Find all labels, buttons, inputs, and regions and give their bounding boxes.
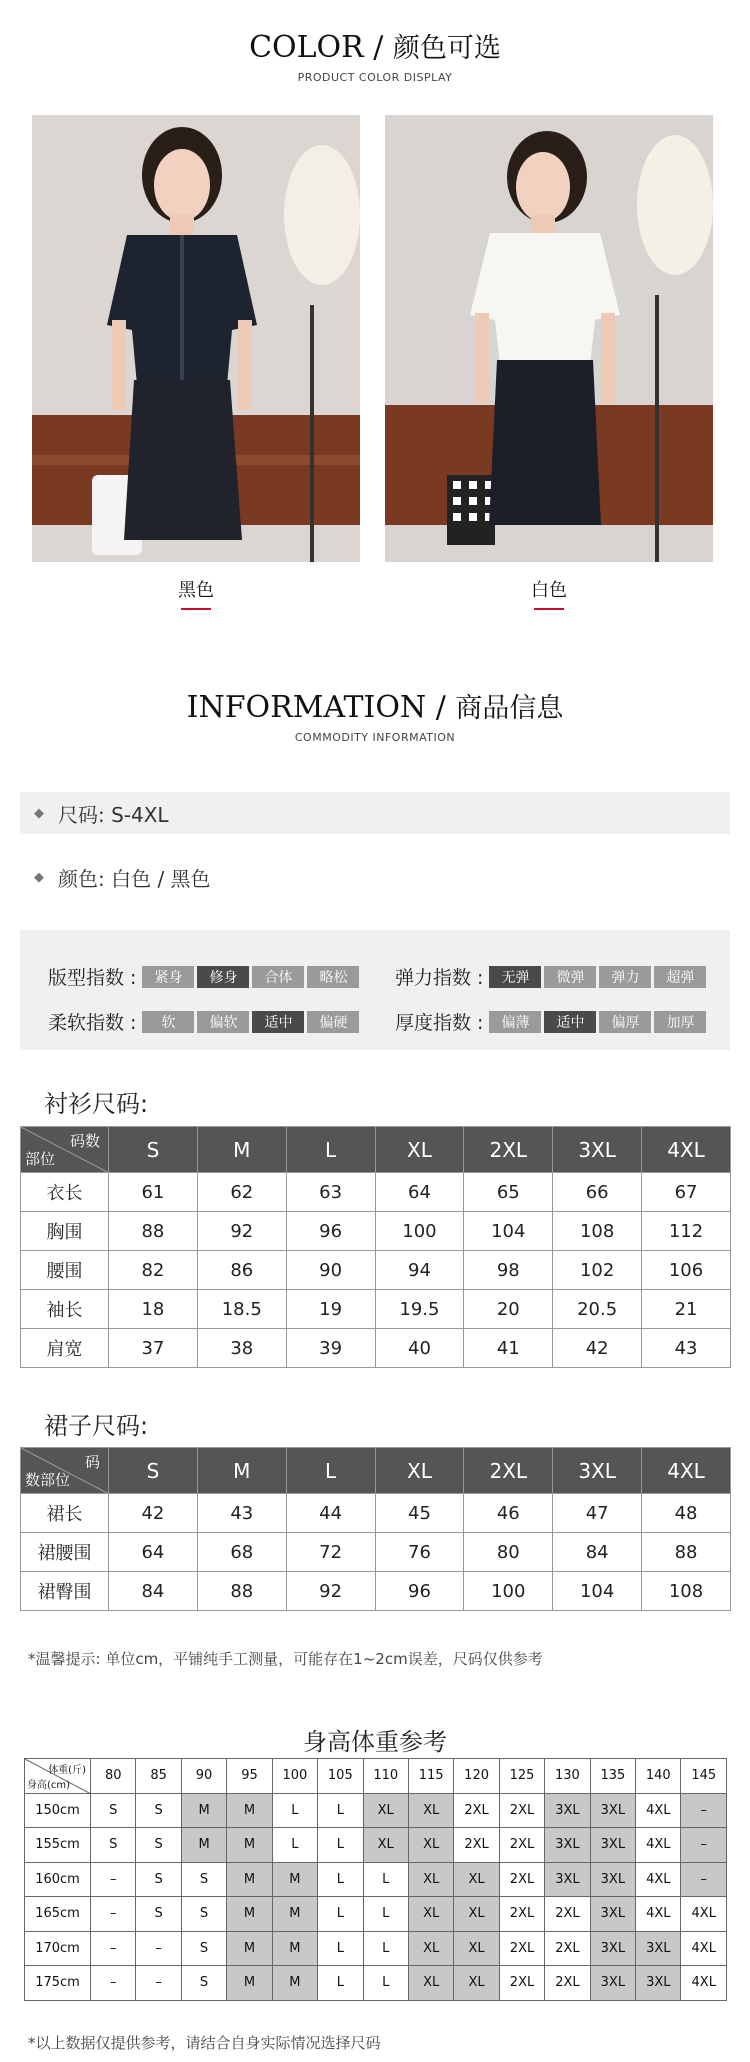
- weight-header: 90: [181, 1759, 226, 1794]
- index-chip: 合体: [252, 966, 304, 988]
- size-value: 104: [553, 1572, 642, 1611]
- size-suggestion: 2XL: [545, 1966, 590, 2001]
- index-label: 柔软指数 :: [48, 1012, 137, 1034]
- part-label: 腰围: [21, 1251, 109, 1290]
- size-value: 106: [642, 1251, 731, 1290]
- color-label-black: [32, 576, 360, 610]
- weight-header: 105: [318, 1759, 363, 1794]
- product-index-panel: [20, 930, 730, 1050]
- size-header: M: [197, 1127, 286, 1173]
- size-suggestion: L: [318, 1862, 363, 1897]
- size-header: M: [197, 1448, 286, 1494]
- index-chip: 偏软: [197, 1011, 249, 1033]
- size-suggestion: L: [318, 1966, 363, 2001]
- size-suggestion: S: [136, 1828, 181, 1863]
- title-separator: /: [363, 30, 393, 65]
- fit-index: [48, 963, 362, 990]
- info-color-row: [20, 856, 730, 898]
- index-chip: 偏厚: [599, 1011, 651, 1033]
- table-row: [21, 1173, 731, 1212]
- size-value: 20: [464, 1290, 553, 1329]
- table-corner-cell: [21, 1127, 109, 1173]
- table-row: [25, 1897, 727, 1932]
- thick-index: [395, 1008, 709, 1035]
- corner-label-size: 码数: [69, 1132, 100, 1150]
- size-value: 108: [553, 1212, 642, 1251]
- hw-table-title: 身高体重参考: [303, 1728, 447, 1756]
- size-value: 39: [286, 1329, 375, 1368]
- size-value: 68: [197, 1533, 286, 1572]
- size-suggestion: 3XL: [590, 1897, 635, 1932]
- index-chip: 弹力: [599, 966, 651, 988]
- size-header: 4XL: [642, 1127, 731, 1173]
- size-suggestion: M: [227, 1931, 272, 1966]
- weight-header: 85: [136, 1759, 181, 1794]
- table-row: [21, 1494, 731, 1533]
- size-value: 63: [286, 1173, 375, 1212]
- table-row: [25, 1966, 727, 2001]
- shirt-size-table: [20, 1126, 731, 1368]
- corner-label-part: 部位: [25, 1150, 56, 1168]
- size-value: 67: [642, 1173, 731, 1212]
- table-row: [21, 1212, 731, 1251]
- size-suggestion: 3XL: [590, 1862, 635, 1897]
- weight-header: 145: [681, 1759, 727, 1794]
- table-row: [21, 1533, 731, 1572]
- part-label: 裙臀围: [21, 1572, 109, 1611]
- height-label: 155cm: [25, 1828, 91, 1863]
- index-chip: 略松: [307, 966, 359, 988]
- index-chip: 偏硬: [307, 1011, 359, 1033]
- size-suggestion: 3XL: [590, 1793, 635, 1828]
- size-value: 98: [464, 1251, 553, 1290]
- info-section-title: [0, 686, 750, 744]
- table-row: [25, 1828, 727, 1863]
- size-value: 102: [553, 1251, 642, 1290]
- size-header: XL: [375, 1448, 464, 1494]
- size-value: 92: [286, 1572, 375, 1611]
- size-value: 108: [642, 1572, 731, 1611]
- corner-label-height: 身高(cm): [27, 1779, 71, 1791]
- index-chip: 加厚: [654, 1011, 706, 1033]
- size-header: 4XL: [642, 1448, 731, 1494]
- size-value: 92: [197, 1212, 286, 1251]
- part-label: 肩宽: [21, 1329, 109, 1368]
- shirt-table-body: [21, 1173, 731, 1368]
- size-suggestion: XL: [454, 1931, 499, 1966]
- measurement-note: *温馨提示: 单位cm，平铺纯手工测量，可能存在1~2cm误差，尺码仅供参考: [28, 1650, 543, 1668]
- size-header: S: [109, 1127, 198, 1173]
- skirt-table-body: [21, 1494, 731, 1611]
- index-label: 弹力指数 :: [395, 967, 484, 989]
- size-value: 84: [553, 1533, 642, 1572]
- size-suggestion: 4XL: [681, 1966, 727, 2001]
- height-label: 165cm: [25, 1897, 91, 1932]
- size-suggestion: M: [227, 1897, 272, 1932]
- size-value: 48: [642, 1494, 731, 1533]
- size-value: 62: [197, 1173, 286, 1212]
- index-label: 版型指数 :: [48, 967, 137, 989]
- table-header-row: [21, 1127, 731, 1173]
- size-suggestion: M: [227, 1862, 272, 1897]
- table-header-row: [21, 1448, 731, 1494]
- part-label: 袖长: [21, 1290, 109, 1329]
- size-suggestion: 4XL: [636, 1828, 681, 1863]
- size-value: 104: [464, 1212, 553, 1251]
- soft-index: [48, 1008, 362, 1035]
- size-suggestion: S: [181, 1931, 226, 1966]
- size-value: 66: [553, 1173, 642, 1212]
- size-suggestion: L: [272, 1793, 317, 1828]
- size-suggestion: 2XL: [545, 1897, 590, 1932]
- size-suggestion: L: [318, 1931, 363, 1966]
- size-suggestion: S: [91, 1828, 136, 1863]
- size-value: 64: [109, 1533, 198, 1572]
- table-corner-cell: [21, 1448, 109, 1494]
- size-suggestion: 3XL: [590, 1966, 635, 2001]
- size-value: 46: [464, 1494, 553, 1533]
- color-label-white: [385, 576, 713, 610]
- size-suggestion: M: [227, 1828, 272, 1863]
- size-value: 19.5: [375, 1290, 464, 1329]
- size-suggestion: 2XL: [499, 1862, 544, 1897]
- size-suggestion: S: [181, 1966, 226, 2001]
- hw-header-row: [25, 1759, 727, 1794]
- size-suggestion: 2XL: [499, 1931, 544, 1966]
- size-value: 64: [375, 1173, 464, 1212]
- part-label: 衣长: [21, 1173, 109, 1212]
- size-value: 37: [109, 1329, 198, 1368]
- size-suggestion: S: [91, 1793, 136, 1828]
- corner-label-size: 码: [84, 1453, 100, 1471]
- table-row: [25, 1931, 727, 1966]
- size-value: 44: [286, 1494, 375, 1533]
- size-value: 65: [464, 1173, 553, 1212]
- size-value: 80: [464, 1533, 553, 1572]
- size-suggestion: 3XL: [590, 1828, 635, 1863]
- size-suggestion: –: [91, 1897, 136, 1932]
- color-section-title: [0, 26, 750, 84]
- skirt-table-title: 裙子尺码:: [44, 1412, 149, 1440]
- shirt-table-title: 衬衫尺码:: [44, 1090, 149, 1118]
- index-label: 厚度指数 :: [395, 1012, 484, 1034]
- size-suggestion: XL: [454, 1897, 499, 1932]
- weight-header: 125: [499, 1759, 544, 1794]
- size-suggestion: 3XL: [636, 1966, 681, 2001]
- size-value: 47: [553, 1494, 642, 1533]
- part-label: 胸围: [21, 1212, 109, 1251]
- part-label: 裙长: [21, 1494, 109, 1533]
- weight-header: 95: [227, 1759, 272, 1794]
- size-suggestion: XL: [408, 1966, 453, 2001]
- title-separator: /: [426, 690, 456, 725]
- size-value: 112: [642, 1212, 731, 1251]
- weight-header: 100: [272, 1759, 317, 1794]
- info-title-cn: 商品信息: [455, 693, 564, 724]
- color-subtitle: PRODUCT COLOR DISPLAY: [297, 71, 453, 84]
- part-label: 裙腰围: [21, 1533, 109, 1572]
- size-suggestion: S: [136, 1862, 181, 1897]
- size-value: 86: [197, 1251, 286, 1290]
- info-size-row: [20, 792, 730, 834]
- reference-note: *以上数据仅提供参考，请结合自身实际情况选择尺码: [28, 2034, 381, 2052]
- size-suggestion: M: [272, 1966, 317, 2001]
- weight-header: 135: [590, 1759, 635, 1794]
- size-range: 尺码: S-4XL: [58, 802, 169, 827]
- size-suggestion: 4XL: [636, 1793, 681, 1828]
- index-chip: 偏薄: [489, 1011, 541, 1033]
- weight-header: 130: [545, 1759, 590, 1794]
- weight-header: 110: [363, 1759, 408, 1794]
- height-label: 160cm: [25, 1862, 91, 1897]
- height-label: 170cm: [25, 1931, 91, 1966]
- size-suggestion: XL: [408, 1793, 453, 1828]
- size-suggestion: XL: [363, 1793, 408, 1828]
- size-suggestion: L: [318, 1897, 363, 1932]
- size-suggestion: XL: [408, 1828, 453, 1863]
- size-suggestion: L: [363, 1862, 408, 1897]
- height-label: 175cm: [25, 1966, 91, 2001]
- size-suggestion: 4XL: [681, 1897, 727, 1932]
- size-suggestion: XL: [454, 1966, 499, 2001]
- size-suggestion: 3XL: [545, 1862, 590, 1897]
- index-chip-selected: 适中: [544, 1011, 596, 1033]
- size-suggestion: S: [181, 1862, 226, 1897]
- size-value: 43: [642, 1329, 731, 1368]
- size-suggestion: S: [181, 1897, 226, 1932]
- table-row: [21, 1572, 731, 1611]
- size-value: 96: [375, 1572, 464, 1611]
- size-suggestion: 2XL: [454, 1828, 499, 1863]
- size-suggestion: L: [363, 1931, 408, 1966]
- height-label: 150cm: [25, 1793, 91, 1828]
- index-chip-selected: 适中: [252, 1011, 304, 1033]
- size-value: 38: [197, 1329, 286, 1368]
- size-suggestion: M: [272, 1931, 317, 1966]
- size-suggestion: 3XL: [545, 1828, 590, 1863]
- info-subtitle: COMMODITY INFORMATION: [294, 731, 456, 744]
- size-suggestion: 2XL: [545, 1931, 590, 1966]
- size-header: S: [109, 1448, 198, 1494]
- size-value: 90: [286, 1251, 375, 1290]
- size-header: 3XL: [553, 1448, 642, 1494]
- height-weight-table: [24, 1758, 727, 2001]
- index-chip: 超弹: [654, 966, 706, 988]
- size-suggestion: –: [136, 1931, 181, 1966]
- size-header: 2XL: [464, 1448, 553, 1494]
- size-suggestion: XL: [408, 1862, 453, 1897]
- label-underline: [534, 608, 564, 610]
- size-suggestion: XL: [408, 1931, 453, 1966]
- table-row: [25, 1862, 727, 1897]
- size-suggestion: L: [318, 1828, 363, 1863]
- size-suggestion: 2XL: [499, 1966, 544, 2001]
- size-header: 2XL: [464, 1127, 553, 1173]
- weight-header: 140: [636, 1759, 681, 1794]
- size-suggestion: M: [272, 1862, 317, 1897]
- size-suggestion: XL: [454, 1862, 499, 1897]
- size-suggestion: 3XL: [545, 1793, 590, 1828]
- color-name: 白色: [531, 580, 567, 601]
- size-suggestion: 2XL: [499, 1793, 544, 1828]
- size-value: 88: [197, 1572, 286, 1611]
- size-value: 42: [553, 1329, 642, 1368]
- size-suggestion: –: [91, 1862, 136, 1897]
- color-options: 颜色: 白色 / 黑色: [58, 866, 211, 891]
- size-suggestion: M: [272, 1897, 317, 1932]
- hw-corner-cell: [25, 1759, 91, 1794]
- table-row: [21, 1329, 731, 1368]
- size-value: 42: [109, 1494, 198, 1533]
- size-suggestion: 4XL: [636, 1897, 681, 1932]
- index-chip: 紧身: [142, 966, 194, 988]
- size-value: 100: [464, 1572, 553, 1611]
- weight-header: 80: [91, 1759, 136, 1794]
- index-chip: 软: [142, 1011, 194, 1033]
- table-row: [25, 1793, 727, 1828]
- size-value: 19: [286, 1290, 375, 1329]
- info-title-en: INFORMATION: [186, 690, 427, 725]
- size-value: 43: [197, 1494, 286, 1533]
- weight-header: 115: [408, 1759, 453, 1794]
- size-suggestion: XL: [363, 1828, 408, 1863]
- size-value: 18: [109, 1290, 198, 1329]
- size-value: 94: [375, 1251, 464, 1290]
- size-header: XL: [375, 1127, 464, 1173]
- index-chip-selected: 修身: [197, 966, 249, 988]
- corner-label-weight: 体重(斤): [48, 1765, 86, 1776]
- size-suggestion: –: [681, 1793, 727, 1828]
- color-title-en: COLOR: [249, 30, 364, 65]
- size-suggestion: –: [681, 1862, 727, 1897]
- size-suggestion: L: [272, 1828, 317, 1863]
- size-suggestion: –: [91, 1931, 136, 1966]
- product-photo-black: [32, 115, 360, 562]
- size-suggestion: –: [681, 1828, 727, 1863]
- size-suggestion: L: [318, 1793, 363, 1828]
- table-row: [21, 1290, 731, 1329]
- size-value: 40: [375, 1329, 464, 1368]
- size-value: 45: [375, 1494, 464, 1533]
- size-suggestion: 3XL: [590, 1931, 635, 1966]
- corner-label-part: 数部位: [25, 1471, 71, 1489]
- skirt-size-table: [20, 1447, 731, 1611]
- size-value: 41: [464, 1329, 553, 1368]
- size-suggestion: –: [91, 1966, 136, 2001]
- index-chip-selected: 无弹: [489, 966, 541, 988]
- size-suggestion: 2XL: [499, 1828, 544, 1863]
- size-value: 88: [109, 1212, 198, 1251]
- table-row: [21, 1251, 731, 1290]
- size-suggestion: XL: [408, 1897, 453, 1932]
- size-value: 21: [642, 1290, 731, 1329]
- product-photo-white: [385, 115, 713, 562]
- size-header: L: [286, 1448, 375, 1494]
- size-value: 61: [109, 1173, 198, 1212]
- size-suggestion: 4XL: [681, 1931, 727, 1966]
- size-value: 72: [286, 1533, 375, 1572]
- diamond-icon: ◆: [34, 805, 44, 821]
- size-suggestion: M: [227, 1966, 272, 2001]
- size-suggestion: M: [227, 1793, 272, 1828]
- size-suggestion: 3XL: [636, 1931, 681, 1966]
- size-suggestion: –: [136, 1966, 181, 2001]
- index-chip: 微弹: [544, 966, 596, 988]
- size-value: 84: [109, 1572, 198, 1611]
- size-suggestion: M: [181, 1793, 226, 1828]
- weight-header: 120: [454, 1759, 499, 1794]
- size-value: 100: [375, 1212, 464, 1251]
- size-value: 88: [642, 1533, 731, 1572]
- size-suggestion: L: [363, 1966, 408, 2001]
- size-value: 20.5: [553, 1290, 642, 1329]
- size-value: 82: [109, 1251, 198, 1290]
- color-name: 黑色: [178, 580, 214, 601]
- size-suggestion: L: [363, 1897, 408, 1932]
- size-suggestion: 2XL: [499, 1897, 544, 1932]
- size-suggestion: S: [136, 1897, 181, 1932]
- size-header: L: [286, 1127, 375, 1173]
- diamond-icon: ◆: [34, 869, 44, 885]
- size-value: 18.5: [197, 1290, 286, 1329]
- size-value: 76: [375, 1533, 464, 1572]
- size-suggestion: 2XL: [454, 1793, 499, 1828]
- size-suggestion: 4XL: [636, 1862, 681, 1897]
- label-underline: [181, 608, 211, 610]
- size-value: 96: [286, 1212, 375, 1251]
- size-suggestion: S: [136, 1793, 181, 1828]
- hw-table-body: [25, 1759, 727, 2001]
- size-header: 3XL: [553, 1127, 642, 1173]
- color-title-cn: 颜色可选: [392, 33, 501, 64]
- size-suggestion: M: [181, 1828, 226, 1863]
- elastic-index: [395, 963, 709, 990]
